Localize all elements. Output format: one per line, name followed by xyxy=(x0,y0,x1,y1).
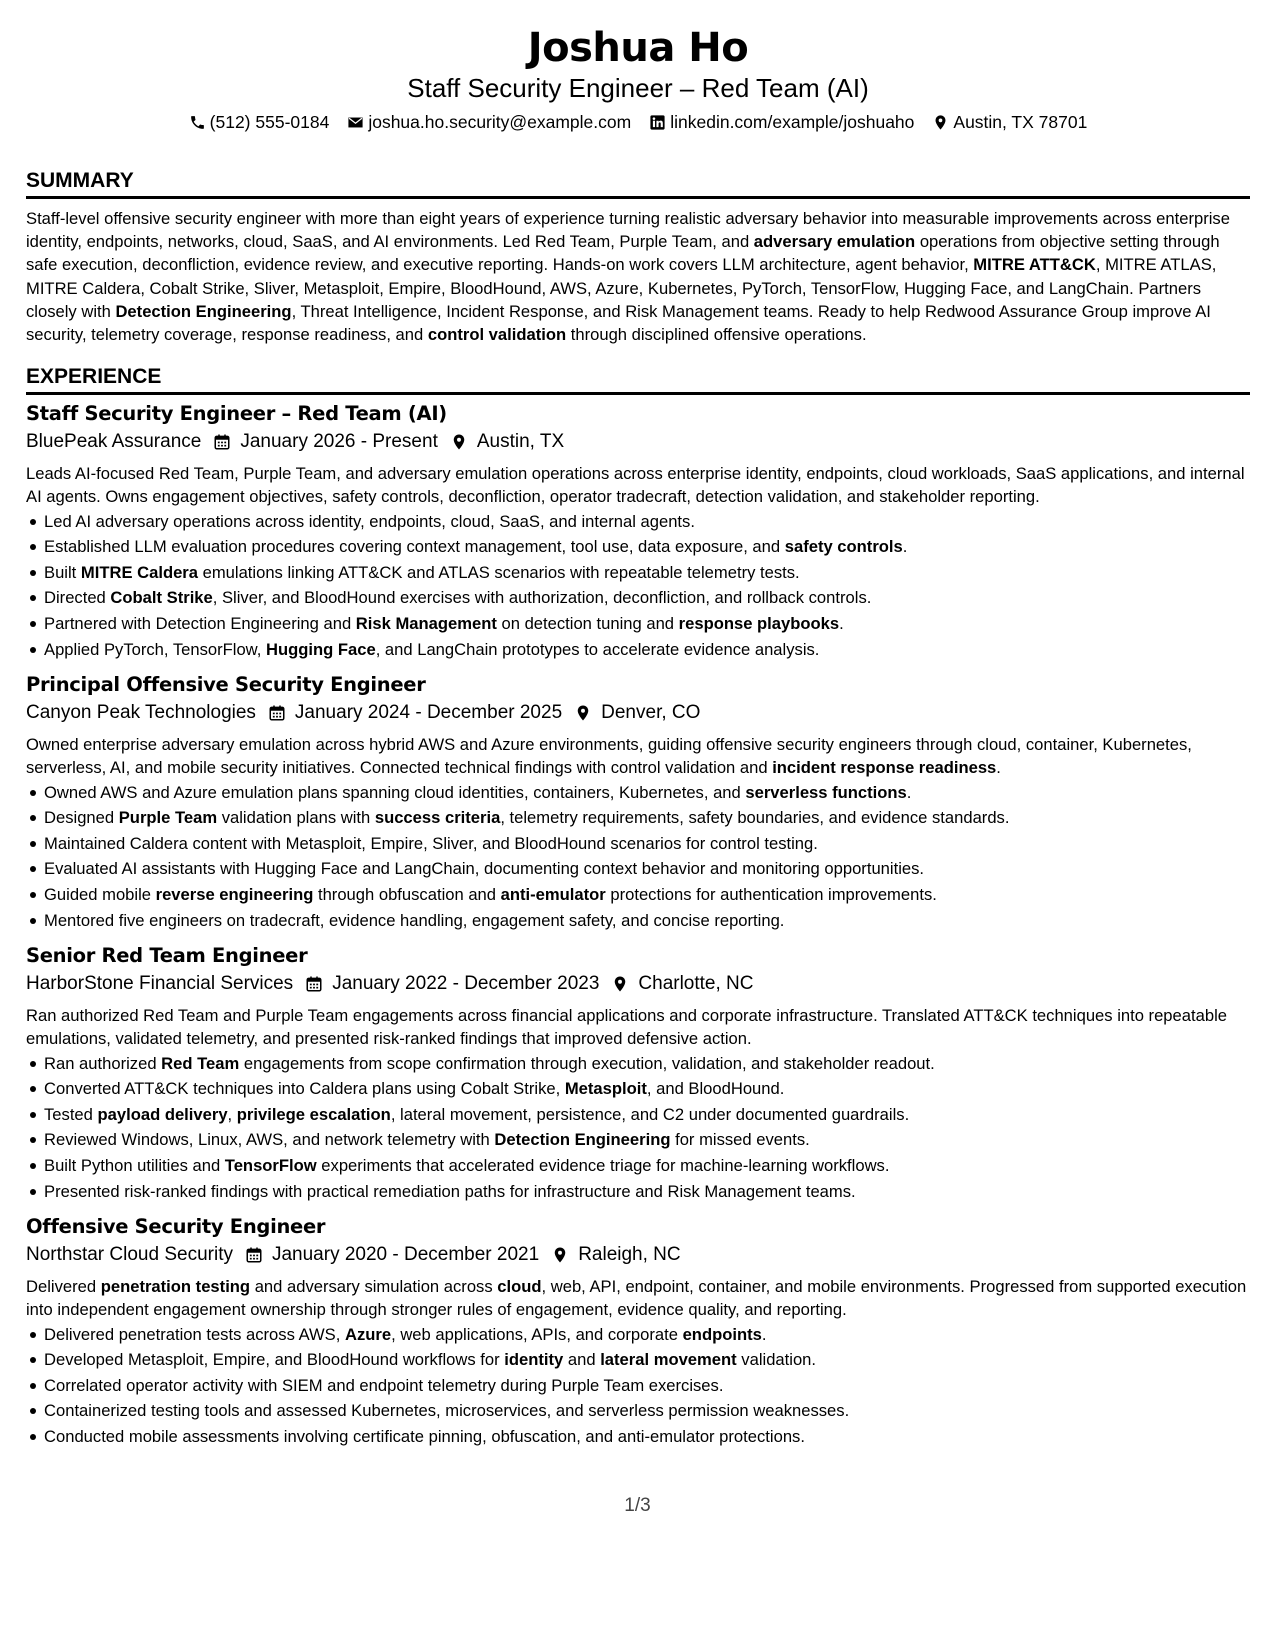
text-segment: engagements from scope confirmation through execution, validation, and stakeholder readout. xyxy=(239,1053,935,1073)
text-segment: Built Python utilities and xyxy=(44,1155,225,1175)
bullet-item xyxy=(26,611,1250,637)
bold-keyword: identity xyxy=(504,1350,564,1370)
job-description xyxy=(26,462,1250,508)
text-segment: Ran authorized xyxy=(44,1053,162,1073)
job-location: Raleigh, NC xyxy=(578,1244,681,1266)
job-entry xyxy=(26,943,1250,1204)
bold-keyword: Purple Team xyxy=(118,808,218,828)
bold-keyword: Metasploit xyxy=(564,1079,647,1099)
bold-keyword: MITRE Caldera xyxy=(80,562,198,582)
bold-keyword: Risk Management xyxy=(355,614,497,633)
bold-keyword: penetration testing xyxy=(100,1277,251,1297)
contact-location xyxy=(932,110,1087,134)
bold-keyword: cloud xyxy=(497,1277,542,1297)
bold-keyword: Red Team xyxy=(161,1053,240,1073)
text-segment: Developed Metasploit, Empire, and BloodHound workflows for xyxy=(44,1350,505,1370)
bullet-item xyxy=(26,831,1250,857)
text-segment: . xyxy=(761,1324,767,1344)
contact-linkedin-text: linkedin.com/example/joshuaho xyxy=(670,112,915,132)
map-pin-icon xyxy=(450,433,468,451)
job-location: Charlotte, NC xyxy=(638,973,754,995)
job-title: Principal Offensive Security Engineer xyxy=(26,673,426,697)
job-company: HarborStone Financial Services xyxy=(26,973,294,995)
text-segment: protections for authentication improvements. xyxy=(605,884,937,904)
text-segment: for missed events. xyxy=(670,1130,810,1150)
bold-keyword: anti-emulator xyxy=(500,884,606,904)
text-segment: . xyxy=(902,537,908,557)
text-segment: , Threat Intelligence, Incident Response, and Risk Management teams. Ready to help Redwood Assurance Group improve AI security, telemetry coverage, response readiness, and xyxy=(26,301,1211,345)
job-title: Senior Red Team Engineer xyxy=(26,944,308,968)
text-segment: Conducted mobile assessments involving certificate pinning, obfuscation, and anti-emulator protections. xyxy=(44,1426,805,1446)
job-meta xyxy=(26,428,1250,456)
text-segment: Delivered xyxy=(26,1277,101,1297)
text-segment: , lateral movement, persistence, and C2 under documented guardrails. xyxy=(390,1104,910,1124)
job-description xyxy=(26,733,1250,779)
bold-keyword: reverse engineering xyxy=(155,884,314,904)
linkedin-icon xyxy=(649,114,666,131)
bold-keyword: payload delivery xyxy=(97,1104,228,1124)
bold-keyword: MITRE ATT&CK xyxy=(973,255,1096,275)
text-segment: , xyxy=(227,1104,237,1124)
job-bullets xyxy=(26,1322,1250,1450)
summary-heading: SUMMARY xyxy=(26,168,1250,199)
text-segment: , telemetry requirements, safety boundaries, and evidence standards. xyxy=(500,808,1010,828)
bullet-item xyxy=(26,585,1250,611)
bold-keyword: Cobalt Strike xyxy=(110,588,213,608)
job-bullets xyxy=(26,509,1250,663)
text-segment: Designed xyxy=(44,808,119,828)
text-segment: Owned enterprise adversary emulation across hybrid AWS and Azure environments, guiding offensive security engineers through cloud, container, Kubernetes, serverless, AI, and mobile security initiatives. Connected technical findings with control validation and xyxy=(26,735,1192,778)
bullet-item xyxy=(26,1076,1250,1102)
text-segment: . xyxy=(839,614,844,633)
text-segment: Staff-level offensive security engineer with more than eight years of experience turning realistic adversary behavior into measurable improvements across enterprise identity, endpoints, networks, cloud, SaaS, and AI environments. Led Red Team, Purple Team, and xyxy=(26,209,1230,252)
text-segment: experiments that accelerated evidence triage for machine-learning workflows. xyxy=(316,1155,890,1175)
text-segment: , and LangChain prototypes to accelerate evidence analysis. xyxy=(375,639,820,659)
text-segment: Partnered with Detection Engineering and xyxy=(44,614,356,633)
contact-phone[interactable] xyxy=(189,110,330,134)
bullet-item xyxy=(26,1102,1250,1128)
bold-keyword: endpoints xyxy=(682,1324,762,1344)
job-company: Canyon Peak Technologies xyxy=(26,702,256,724)
text-segment: Tested xyxy=(44,1104,98,1124)
bold-keyword: Detection Engineering xyxy=(494,1130,671,1150)
text-segment: emulations linking ATT&CK and ATLAS scenarios with repeatable telemetry tests. xyxy=(198,562,800,582)
bullet-item xyxy=(26,1127,1250,1153)
bullet-item xyxy=(26,637,1250,663)
text-segment: validation plans with xyxy=(217,808,375,828)
job-entry xyxy=(26,401,1250,662)
text-segment: Built xyxy=(44,562,81,582)
text-segment: Guided mobile xyxy=(44,884,156,904)
text-segment: , web, API, endpoint, container, and mobile environments. Progressed from supported execution into independent engagement ownership through stronger rules of engagement, evidence quality, and reporting. xyxy=(26,1277,1247,1320)
job-description xyxy=(26,1275,1250,1321)
job-company: BluePeak Assurance xyxy=(26,431,202,453)
text-segment: . xyxy=(996,758,1001,778)
text-segment: Leads AI-focused Red Team, Purple Team, and adversary emulation operations across enterprise identity, endpoints, cloud workloads, SaaS applications, and internal AI agents. Owns engagement objectives, safety controls, deconfliction, operator tradecraft, detection validation, and stakeholder reporting. xyxy=(26,464,1245,507)
text-segment: , Sliver, and BloodHound exercises with authorization, deconfliction, and rollback controls. xyxy=(212,588,872,608)
bold-keyword: Hugging Face xyxy=(265,639,376,659)
job-dates: January 2022 - December 2023 xyxy=(332,973,600,995)
bold-keyword: adversary emulation xyxy=(753,232,916,252)
job-meta xyxy=(26,699,1250,727)
calendar-icon xyxy=(245,1246,263,1264)
job-title: Offensive Security Engineer xyxy=(26,1215,326,1239)
job-dates: January 2024 - December 2025 xyxy=(294,702,563,724)
text-segment: on detection tuning and xyxy=(496,614,679,633)
bullet-item xyxy=(26,1424,1250,1450)
text-segment: Containerized testing tools and assessed Kubernetes, microservices, and serverless permission weaknesses. xyxy=(44,1401,850,1421)
job-location: Austin, TX xyxy=(476,431,565,453)
bullet-item xyxy=(26,1153,1250,1179)
bullet-item xyxy=(26,908,1250,934)
calendar-icon xyxy=(305,975,323,993)
map-pin-icon xyxy=(611,975,629,993)
job-dates: January 2026 - Present xyxy=(240,431,438,453)
job-company: Northstar Cloud Security xyxy=(26,1244,233,1266)
bold-keyword: TensorFlow xyxy=(224,1155,317,1175)
phone-icon xyxy=(189,114,206,131)
text-segment: Led AI adversary operations across identity, endpoints, cloud, SaaS, and internal agents. xyxy=(44,511,695,531)
bullet-item xyxy=(26,1179,1250,1205)
job-entry xyxy=(26,1214,1250,1449)
text-segment: Mentored five engineers on tradecraft, evidence handling, engagement safety, and concise reporting. xyxy=(44,910,785,930)
candidate-name: Joshua Ho xyxy=(527,25,749,71)
text-segment: Established LLM evaluation procedures covering context management, tool use, data exposure, and xyxy=(44,537,785,557)
text-segment: Evaluated AI assistants with Hugging Face and LangChain, documenting context behavior and monitoring opportunities. xyxy=(44,859,925,879)
job-meta xyxy=(26,970,1250,998)
bold-keyword: lateral movement xyxy=(600,1350,737,1370)
bullet-item xyxy=(26,882,1250,908)
contact-email-text: joshua.ho.security@example.com xyxy=(368,112,632,132)
text-segment: and adversary simulation across xyxy=(250,1277,498,1297)
job-description xyxy=(26,1004,1250,1050)
calendar-icon xyxy=(268,704,286,722)
text-segment: . xyxy=(906,782,912,802)
text-segment: Applied PyTorch, TensorFlow, xyxy=(44,639,266,659)
bullet-item xyxy=(26,1322,1250,1348)
text-segment: validation. xyxy=(736,1350,817,1370)
bold-keyword: control validation xyxy=(427,325,567,345)
text-segment: Correlated operator activity with SIEM and endpoint telemetry during Purple Team exercises. xyxy=(44,1375,724,1395)
contact-bar xyxy=(26,110,1250,134)
page-number: 1/3 xyxy=(624,1495,651,1516)
text-segment: , and BloodHound. xyxy=(646,1079,785,1099)
text-segment: Maintained Caldera content with Metasploit, Empire, Sliver, and BloodHound scenarios for control testing. xyxy=(44,833,818,853)
job-dates: January 2020 - December 2021 xyxy=(271,1244,540,1266)
text-segment: operations from objective setting through safe execution, deconfliction, evidence review, and executive reporting. Hands-on work covers LLM architecture, agent behavior, xyxy=(26,232,1220,275)
bullet-item xyxy=(26,560,1250,586)
text-segment: Presented risk-ranked findings with practical remediation paths for infrastructure and Risk Management teams. xyxy=(44,1181,856,1201)
bold-keyword: Azure xyxy=(344,1324,392,1344)
job-location: Denver, CO xyxy=(601,702,701,724)
text-segment: Owned AWS and Azure emulation plans spanning cloud identities, containers, Kubernetes, and xyxy=(44,782,746,802)
text-segment: , web applications, APIs, and corporate xyxy=(391,1324,683,1344)
candidate-title: Staff Security Engineer – Red Team (AI) xyxy=(407,73,869,103)
map-pin-icon xyxy=(574,704,592,722)
job-meta xyxy=(26,1241,1250,1269)
bullet-item xyxy=(26,805,1250,831)
job-title: Staff Security Engineer – Red Team (AI) xyxy=(26,402,447,426)
job-entry xyxy=(26,672,1250,933)
bold-keyword: response playbooks xyxy=(678,614,840,633)
text-segment: Reviewed Windows, Linux, AWS, and network telemetry with xyxy=(44,1130,495,1150)
text-segment: through disciplined offensive operations. xyxy=(566,325,867,345)
bold-keyword: serverless functions xyxy=(745,782,907,802)
contact-email[interactable] xyxy=(347,110,631,134)
bullet-item xyxy=(26,780,1250,806)
bullet-item xyxy=(26,1051,1250,1077)
bullet-item xyxy=(26,856,1250,882)
summary-text xyxy=(26,207,1250,346)
job-bullets xyxy=(26,1051,1250,1205)
text-segment: and xyxy=(563,1350,601,1370)
text-segment: through obfuscation and xyxy=(313,884,501,904)
map-pin-icon xyxy=(932,114,949,131)
text-segment: Delivered penetration tests across AWS, xyxy=(44,1324,345,1344)
text-segment: Converted ATT&CK techniques into Caldera plans using Cobalt Strike, xyxy=(44,1079,565,1099)
map-pin-icon xyxy=(551,1246,569,1264)
experience-heading: EXPERIENCE xyxy=(26,364,1250,395)
text-segment: Directed xyxy=(44,588,111,608)
envelope-icon xyxy=(347,114,364,131)
calendar-icon xyxy=(213,433,231,451)
job-bullets xyxy=(26,780,1250,934)
bullet-item xyxy=(26,509,1250,535)
bold-keyword: success criteria xyxy=(374,808,501,828)
text-segment: Ran authorized Red Team and Purple Team engagements across financial applications and corporate infrastructure. Translated ATT&CK techniques into repeatable emulations, validated telemetry, and presented risk-ranked findings that improved defensive action. xyxy=(26,1006,1227,1049)
text-segment: , MITRE ATLAS, MITRE Caldera, Cobalt Strike, Sliver, Metasploit, Empire, BloodHound, AWS, Azure, Kubernetes, PyTorch, TensorFlow, Hugging Face, and LangChain. Partners closely with xyxy=(26,255,1217,321)
contact-phone-text: (512) 555-0184 xyxy=(209,112,330,132)
bold-keyword: safety controls xyxy=(784,537,903,557)
bold-keyword: Detection Engineering xyxy=(115,301,292,321)
contact-location-text: Austin, TX 78701 xyxy=(953,112,1088,132)
bullet-item xyxy=(26,1373,1250,1399)
bullet-item xyxy=(26,1347,1250,1373)
resume-page xyxy=(26,24,1250,1450)
bullet-item xyxy=(26,1398,1250,1424)
bold-keyword: incident response readiness xyxy=(772,758,997,778)
experience-list xyxy=(26,401,1250,1449)
contact-linkedin[interactable] xyxy=(649,110,914,134)
bold-keyword: privilege escalation xyxy=(236,1104,391,1124)
bullet-item xyxy=(26,534,1250,560)
